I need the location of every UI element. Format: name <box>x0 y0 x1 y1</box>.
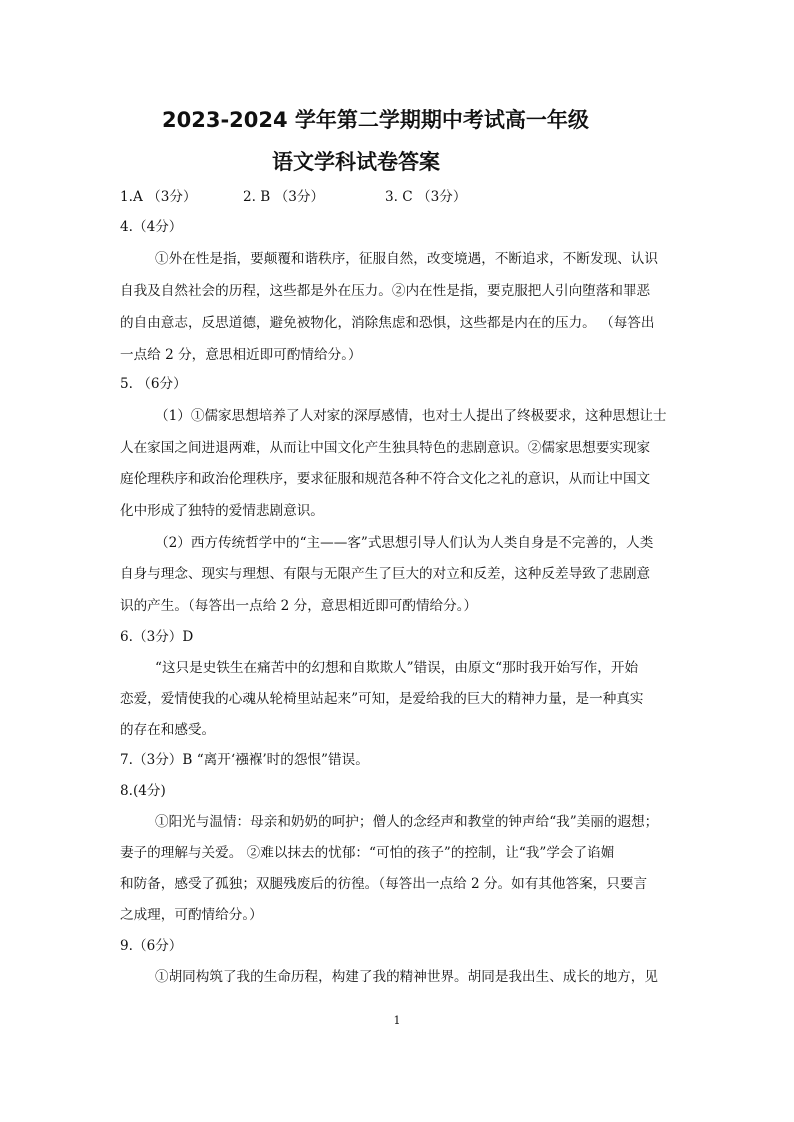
q6-line: 的存在和感受。 <box>120 722 216 738</box>
q5-line: （2）西方传统哲学中的“主——客”式思想引导人们认为人类自身是不完善的，人类 <box>155 535 654 551</box>
q5-line: 人在家国之间进退两难，从而让中国文化产生独具特色的悲剧意识。②儒家思想要实现家 <box>120 440 651 456</box>
q5-line: 庭伦理秩序和政治伦理秩序，要求征服和规范各种不符合文化之礼的意识，从而让中国文 <box>120 471 651 487</box>
q5-line: 识的产生。（每答出一点给 2 分，意思相近即可酌情给分。） <box>120 598 478 614</box>
q5-line: 化中形成了独特的爱情悲剧意识。 <box>120 503 324 519</box>
q4-line: 一点给 2 分，意思相近即可酌情给分。） <box>120 347 362 363</box>
q8-line: 妻子的理解与关爱。 ②难以抹去的忧郁：“可怕的孩子”的控制，让“我”学会了谄媚 <box>120 845 615 861</box>
q6-line: “这只是史铁生在痛苦中的幻想和自欺欺人”错误，由原文“那时我开始写作，开始 <box>155 660 639 676</box>
page-number: 1 <box>393 1014 401 1027</box>
q5-header: 5. （6分） <box>120 376 187 392</box>
answer-sheet-page: 2023-2024 学年第二学期期中考试高一年级 语文学科试卷答案 1.A （3分） 2. B （3分） 3. C （3分） 4.（4分） ①外在性是指，要颠覆和谐秩序，征服自然，改变境遇，不断追求，不断发现、认识 自我及自然社会的历程，这些都是外在压力。②内在性是指，要克服把人引向堕落和罪恶 的自由意志，反思道德，避免被物化，消除焦虑和恐惧，这些都是内在的压力。 （每答出 一点给 2 分，意思相近即可酌情给分。） 5. （6分） （1）①儒家思想培养了人对家的深厚感情，也对士人提出了终极要求，这种思想让士 人在家国之间进退两难，从而让中国文化产生独具特色的悲剧意识。②儒家思想要实现家 庭伦理秩序和政治伦理秩序，要求征服和规范各种不符合文化之礼的意识，从而让中国文 化中形成了独特的爱情悲剧意识。 （2）西方传统哲学中的“主——客”式思想引导人们认为人类自身是不完善的，人类 自身与理念、现实与理想、有限与无限产生了巨大的对立和反差，这种反差导致了悲剧意 识的产生。（每答出一点给 2 分，意思相近即可酌情给分。） 6.（3分）D “这只是史铁生在痛苦中的幻想和自欺欺人”错误，由原文“那时我开始写作，开始 恋爱，爱情使我的心魂从轮椅里站起来”可知，是爱给我的巨大的精神力量，是一种真实 的存在和感受。 7.（3分）B “离开‘襁褓’时的怨恨”错误。 8.(4分) ①阳光与温情：母亲和奶奶的呵护；僧人的念经声和教堂的钟声给“我”美丽的遐想； 妻子的理解与关爱。 ②难以抹去的忧郁：“可怕的孩子”的控制，让“我”学会了谄媚 和防备，感受了孤独；双腿残废后的彷徨。（每答出一点给 2 分。如有其他答案，只要言 之成理，可酌情给分。） 9.（6分） ①胡同构筑了我的生命历程，构建了我的精神世界。胡同是我出生、成长的地方，见 1 <box>0 0 794 1122</box>
q8-header: 8.(4分) <box>120 783 166 799</box>
q4-line: ①外在性是指，要颠覆和谐秩序，征服自然，改变境遇，不断追求，不断发现、认识 <box>155 251 658 267</box>
q8-line: 之成理，可酌情给分。） <box>120 907 263 923</box>
answer-q2: 2. B （3分） <box>243 189 325 205</box>
q8-line: 和防备，感受了孤独；双腿残废后的彷徨。（每答出一点给 2 分。如有其他答案，只要言 <box>120 876 648 892</box>
answer-q1: 1.A （3分） <box>120 189 197 205</box>
q5-line: 自身与理念、现实与理想、有限与无限产生了巨大的对立和反差，这种反差导致了悲剧意 <box>120 566 651 582</box>
q9-line: ①胡同构筑了我的生命历程，构建了我的精神世界。胡同是我出生、成长的地方，见 <box>155 969 658 985</box>
q9-header: 9.（6分） <box>120 938 183 954</box>
q6-line: 恋爱，爱情使我的心魂从轮椅里站起来”可知，是爱给我的巨大的精神力量，是一种真实 <box>120 691 644 707</box>
q7-answer: 7.（3分）B “离开‘襁褓’时的怨恨”错误。 <box>120 752 369 768</box>
q8-line: ①阳光与温情：母亲和奶奶的呵护；僧人的念经声和教堂的钟声给“我”美丽的遐想； <box>155 814 659 830</box>
q5-line: （1）①儒家思想培养了人对家的深厚感情，也对士人提出了终极要求，这种思想让士 <box>155 408 667 424</box>
q4-line: 的自由意志，反思道德，避免被物化，消除焦虑和恐惧，这些都是内在的压力。 （每答出 <box>120 315 655 331</box>
q4-header: 4.（4分） <box>120 219 183 235</box>
answer-q3: 3. C （3分） <box>385 189 467 205</box>
q6-header: 6.（3分）D <box>120 629 194 645</box>
q4-line: 自我及自然社会的历程，这些都是外在压力。②内在性是指，要克服把人引向堕落和罪恶 <box>120 283 651 299</box>
